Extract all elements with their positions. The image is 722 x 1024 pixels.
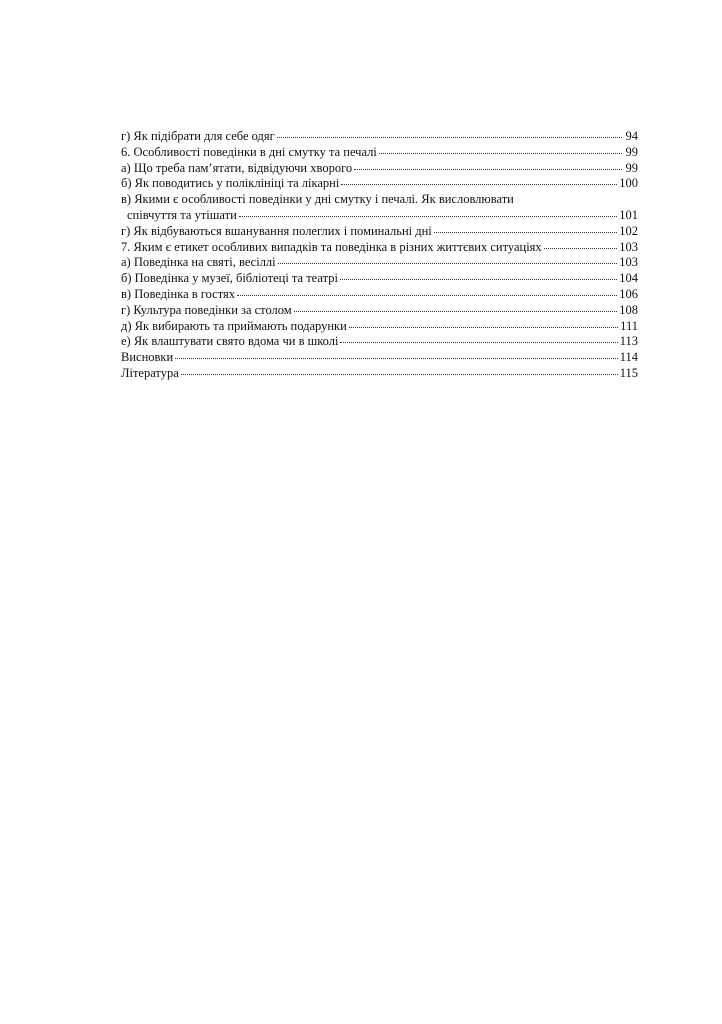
- toc-entry-title: б) Як поводитись у поліклініці та лікарні: [121, 176, 340, 191]
- toc-dot-leader: [278, 254, 618, 264]
- toc-entry-page: 103: [619, 239, 638, 254]
- toc-entry-title: Висновки: [121, 350, 174, 365]
- toc-entry-first-line: в) Якими є особливості поведінки у дні смутку і печалі. Як висловлювати: [121, 192, 514, 207]
- toc-dot-leader: [340, 270, 617, 280]
- toc-entry: [121, 240, 638, 256]
- toc-dot-leader: [294, 302, 618, 312]
- toc-entry: [121, 255, 638, 271]
- toc-entry-page: 113: [619, 334, 638, 349]
- toc-entry: [121, 366, 638, 382]
- toc-entry-title: Література: [121, 365, 179, 380]
- toc-entry-title: г) Культура поведінки за столом: [121, 302, 292, 317]
- toc-entry-title: а) Що треба пам’ятати, відвідуючи хворого: [121, 160, 353, 175]
- toc-entry-page: 106: [619, 286, 638, 301]
- toc-entry-page: 115: [619, 365, 638, 380]
- toc-dot-leader: [434, 223, 617, 233]
- toc-entry-title: а) Поведінка на святі, весіллі: [121, 255, 276, 270]
- toc-entry-title: г) Як відбуваються вшанування полеглих і поминальні дні: [121, 223, 432, 238]
- toc-entry-page: 111: [620, 318, 638, 333]
- toc-entry: [121, 161, 638, 177]
- toc-entry-title: б) Поведінка у музеї, бібліотеці та театрі: [121, 271, 338, 286]
- toc-entry: [121, 145, 638, 161]
- toc-entry: [121, 350, 638, 366]
- toc-entry-page: 100: [619, 176, 638, 191]
- toc-entry: [121, 224, 638, 240]
- toc-entry-page: 99: [625, 144, 638, 159]
- toc-entry-page: 102: [619, 223, 638, 238]
- toc-entry-title: співчуття та утішати: [127, 207, 237, 222]
- toc-entry-page: 108: [619, 302, 638, 317]
- toc-entry-page: 104: [619, 271, 638, 286]
- toc-dot-leader: [379, 144, 622, 154]
- toc-dot-leader: [181, 365, 618, 375]
- toc-entry-title: 7. Яким є етикет особливих випадків та поведінка в різних життєвих ситуаціях: [121, 239, 542, 254]
- toc-dot-leader: [239, 207, 617, 217]
- toc-dot-leader: [341, 175, 617, 185]
- toc-entry: [121, 271, 638, 287]
- toc-entry-title: г) Як підібрати для себе одяг: [121, 129, 275, 143]
- toc-entry-page: 101: [619, 207, 638, 222]
- toc-entry: [121, 303, 638, 319]
- toc-entry-page: 103: [619, 255, 638, 270]
- toc-dot-leader: [175, 349, 618, 359]
- toc-entry: [121, 176, 638, 192]
- toc-entry: [121, 208, 638, 224]
- toc-entry: [121, 287, 638, 303]
- toc-dot-leader: [544, 239, 618, 249]
- toc-dot-leader: [277, 128, 622, 138]
- toc-entry-page: 94: [625, 129, 638, 143]
- toc-dot-leader: [349, 318, 618, 328]
- toc-entry: [121, 334, 638, 350]
- table-of-contents: [121, 129, 638, 382]
- toc-dot-leader: [340, 333, 617, 343]
- toc-dot-leader: [237, 286, 617, 296]
- toc-entry-title: в) Поведінка в гостях: [121, 286, 236, 301]
- toc-entry-page: 99: [625, 160, 638, 175]
- toc-entry-title: д) Як вибирають та приймають подарунки: [121, 318, 347, 333]
- toc-entry-title: е) Як влаштувати свято вдома чи в школі: [121, 334, 339, 349]
- toc-entry: [121, 129, 638, 145]
- toc-entry-title: 6. Особливості поведінки в дні смутку та печалі: [121, 144, 377, 159]
- toc-entry-page: 114: [619, 350, 638, 365]
- toc-entry: [121, 319, 638, 335]
- toc-dot-leader: [354, 160, 622, 170]
